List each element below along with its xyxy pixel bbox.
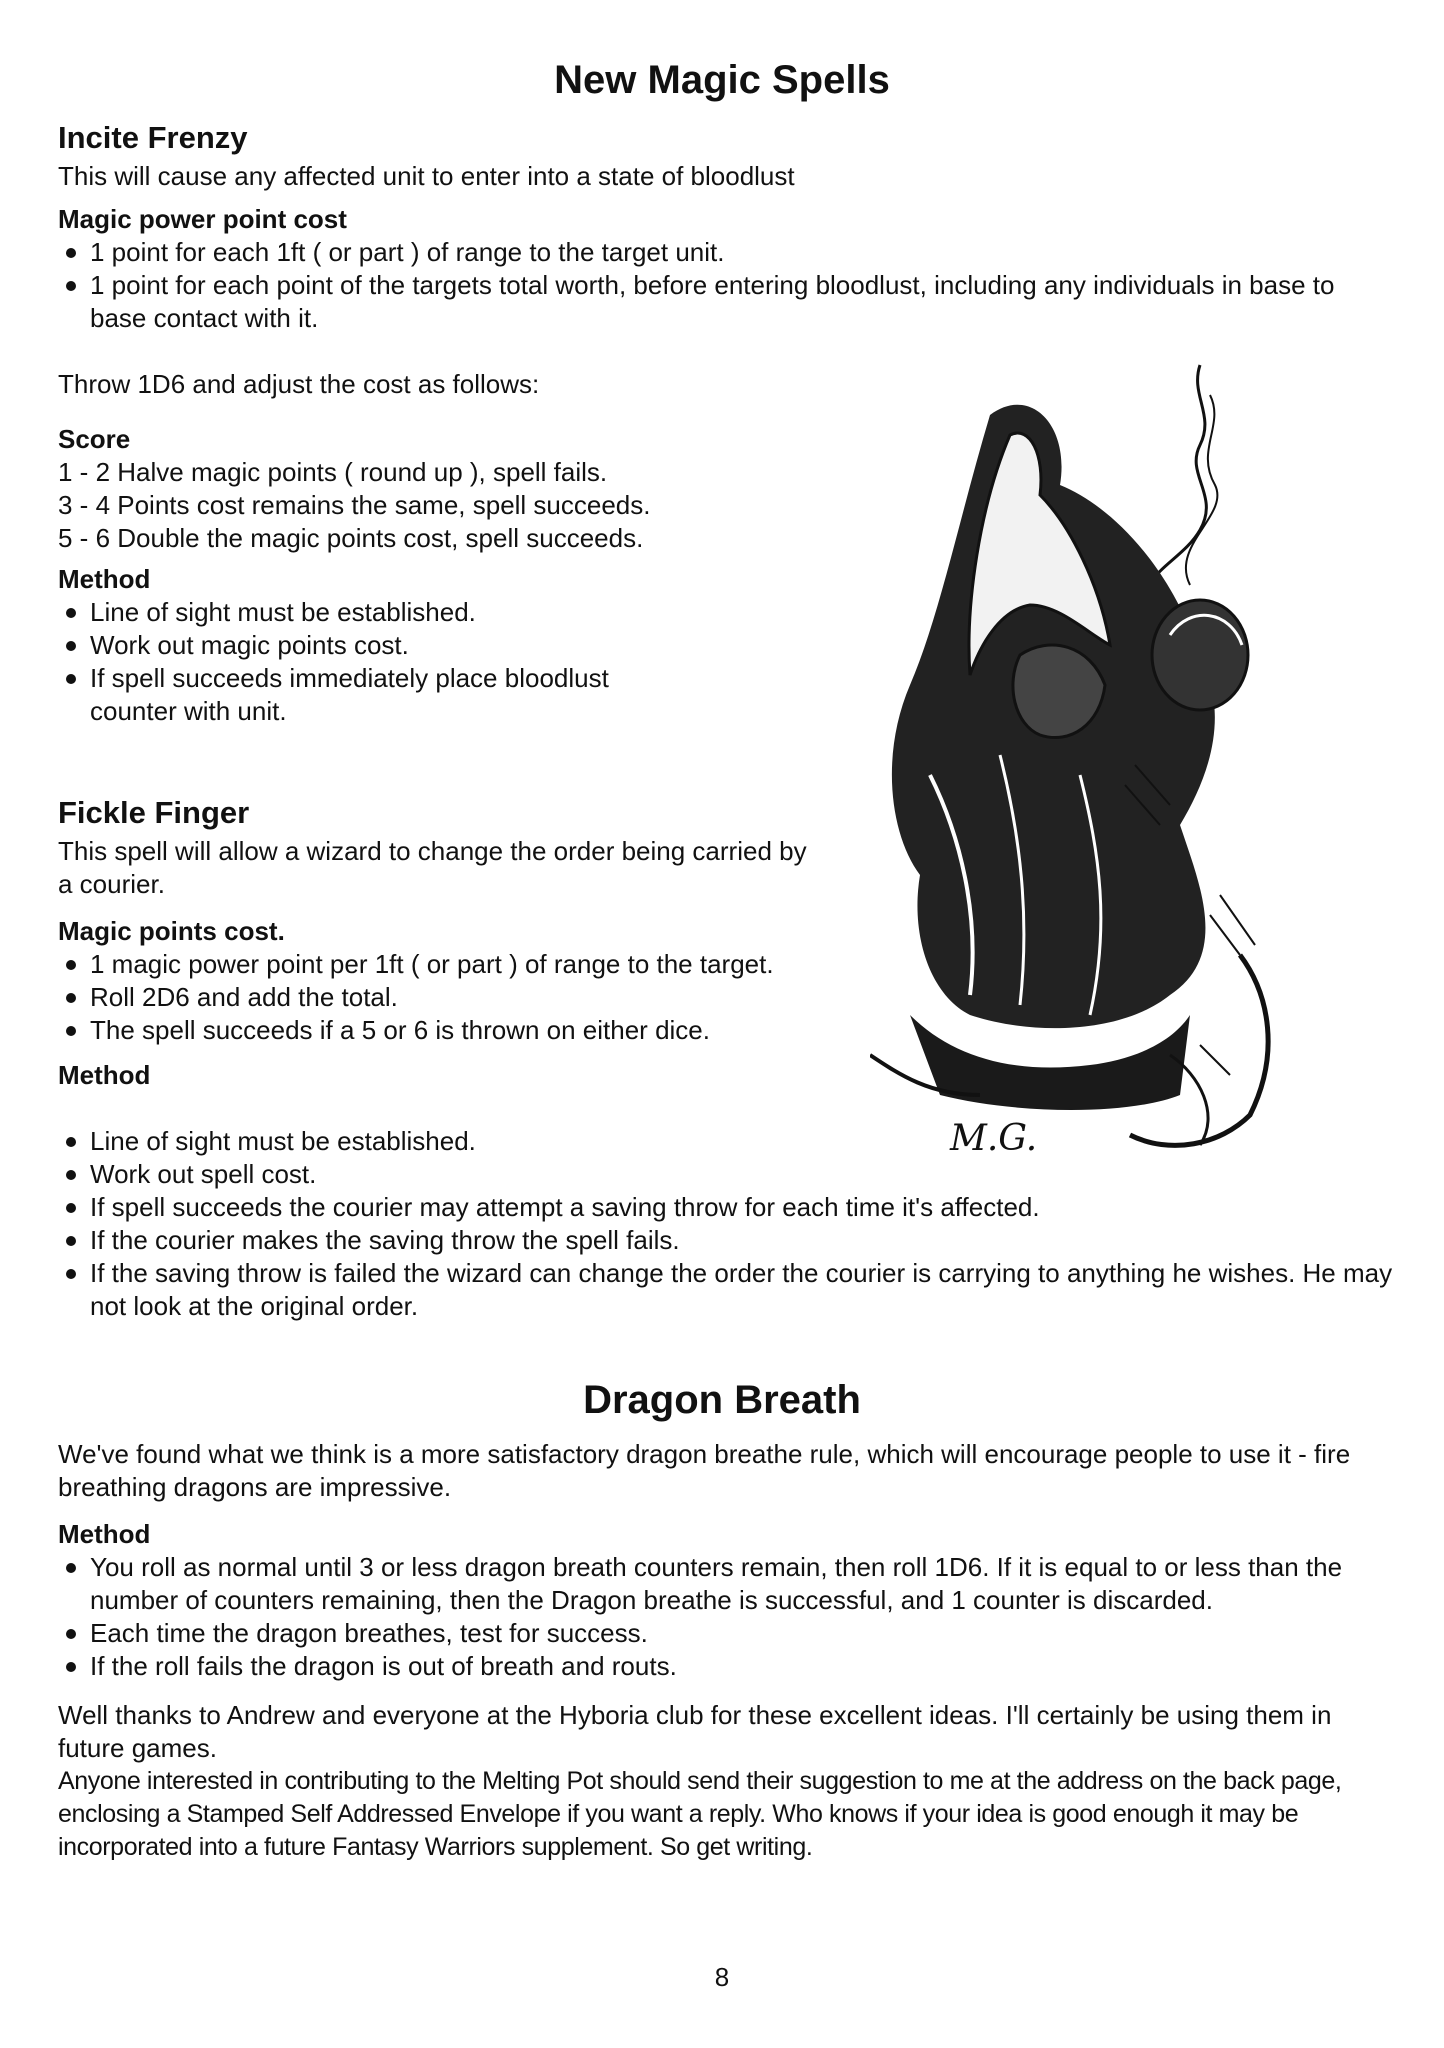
dragon-breath-heading: Dragon Breath: [583, 1378, 861, 1422]
page-number: 8: [714, 1962, 730, 1992]
closing-paragraph-2: Anyone interested in contributing to the Melting Pot should send their suggestion to me at the address on the back page, enclosing a Stamped Self Addressed Envelope if you want a reply. Who knows if your idea is good enough it may be incorporated into a future Fantasy Warriors supplement. So get writing.: [58, 1767, 1342, 1861]
page-title: New Magic Spells: [554, 58, 890, 102]
dragon-method-list: [58, 1551, 1398, 1683]
fickle-method-item-4: If the courier makes the saving throw the spell fails.: [58, 1224, 1428, 1257]
fickle-method-item-2: Work out spell cost.: [58, 1158, 1428, 1191]
dragon-method-label: Method: [58, 1519, 151, 1549]
fickle-cost-item-1: 1 magic power point per 1ft ( or part ) of range to the target.: [58, 948, 888, 981]
fickle-method-label: Method: [58, 1060, 151, 1090]
incite-cost-item-1: 1 point for each 1ft ( or part ) of range to the target unit.: [58, 236, 1338, 269]
incite-cost-item-2: 1 point for each point of the targets total worth, before entering bloodlust, including any individuals in base to base contact with it.: [58, 269, 1338, 335]
fickle-method-item-3: If spell succeeds the courier may attempt a saving throw for each time it's affected.: [58, 1191, 1428, 1224]
incite-method-label: Method: [58, 564, 151, 594]
incite-score-label: Score: [58, 424, 131, 454]
dragon-breath-section: [58, 1438, 1398, 1864]
fickle-method-item-1: Line of sight must be established.: [58, 1125, 1428, 1158]
incite-frenzy-heading: Incite Frenzy: [58, 120, 248, 155]
dragon-method-item-2: Each time the dragon breathes, test for success.: [58, 1617, 1398, 1650]
fickle-cost-item-3: The spell succeeds if a 5 or 6 is thrown on either dice.: [58, 1014, 888, 1047]
incite-method-item-1: Line of sight must be established.: [58, 596, 848, 629]
fickle-finger-section: [58, 795, 888, 1092]
incite-cost-list: [58, 236, 1338, 335]
incite-frenzy-cont: [58, 368, 858, 728]
dragon-method-item-3: If the roll fails the dragon is out of breath and routs.: [58, 1650, 1398, 1683]
incite-method-item-2: Work out magic points cost.: [58, 629, 848, 662]
fickle-cost-label: Magic points cost.: [58, 916, 285, 946]
incite-method-item-3: If spell succeeds immediately place bloodlust counter with unit.: [58, 662, 650, 728]
incite-throw-text: Throw 1D6 and adjust the cost as follows:: [58, 369, 540, 399]
wizard-illustration-icon: [870, 355, 1430, 1175]
incite-frenzy-intro: This will cause any affected unit to enter into a state of bloodlust: [58, 161, 795, 191]
fickle-method-item-5: If the saving throw is failed the wizard can change the order the courier is carrying to anything he wishes. He may not look at the original order.: [58, 1257, 1410, 1323]
dragon-breath-intro: We've found what we think is a more satisfactory dragon breathe rule, which will encourage people to use it - fire breathing dragons are impressive.: [58, 1439, 1351, 1502]
fickle-finger-intro: This spell will allow a wizard to change the order being carried by a courier.: [58, 836, 807, 899]
incite-score-line-3: 5 - 6 Double the magic points cost, spell succeeds.: [58, 523, 644, 553]
fickle-cost-list: [58, 948, 888, 1047]
dragon-method-item-1: You roll as normal until 3 or less dragon breath counters remain, then roll 1D6. If it is equal to or less than the number of counters remaining, then the Dragon breathe is successful, and 1 counter is discarded.: [58, 1551, 1398, 1617]
incite-frenzy-section: [58, 120, 1338, 335]
fickle-cost-item-2: Roll 2D6 and add the total.: [58, 981, 888, 1014]
fickle-finger-heading: Fickle Finger: [58, 795, 250, 830]
incite-cost-label: Magic power point cost: [58, 204, 347, 234]
illustrator-signature: M.G.: [950, 1118, 1038, 1159]
incite-score-line-2: 3 - 4 Points cost remains the same, spell succeeds.: [58, 490, 651, 520]
closing-paragraph-1: Well thanks to Andrew and everyone at the Hyboria club for these excellent ideas. I'll certainly be using them in future games.: [58, 1700, 1332, 1763]
incite-score-line-1: 1 - 2 Halve magic points ( round up ), spell fails.: [58, 457, 608, 487]
incite-method-list: [58, 596, 848, 728]
